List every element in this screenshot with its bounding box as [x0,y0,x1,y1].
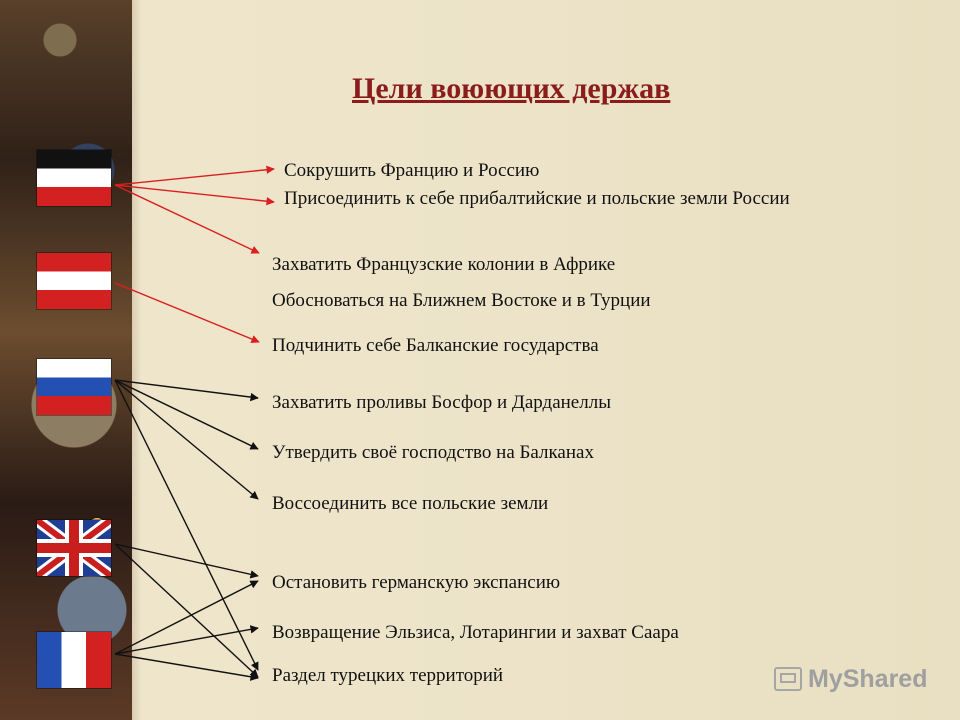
goal-text-crush-france-russia: Сокрушить Францию и Россию [284,160,540,181]
page-title: Цели воюющих держав [352,72,671,105]
germany-to-crush-france-russia-arrow [115,169,274,185]
france-to-alsace-lorraine-saar-arrow [115,628,258,654]
goal-text-polish-reunification: Воссоединить все польские земли [272,493,549,514]
germany-to-african-colonies-arrow [115,185,259,253]
branding-watermark [774,665,934,695]
russia-to-bosphorus-arrow [115,380,258,398]
goal-text-balkan-dominance: Утвердить своё господство на Балканах [272,442,594,463]
uk-to-stop-german-expansion-arrow [115,544,258,576]
goal-text-african-colonies: Захватить Французские колонии в Африке [272,254,616,275]
goal-text-alsace-lorraine-saar: Возвращение Эльзиса, Лотарингии и захват Саара [272,622,679,643]
presentation-icon [774,667,802,691]
austria-to-balkan-states-arrow [115,283,259,342]
brand-label: MyShared [808,665,928,693]
goal-text-bosphorus-dardanelles: Захватить проливы Босфор и Дарданеллы [272,392,611,413]
germany-to-baltic-polish-lands-arrow [115,185,274,202]
russia-to-turkish-territories-arrow [115,380,258,670]
russia-to-polish-reunification-arrow [115,380,258,499]
goal-text-middle-east-turkey: Обосноваться на Ближнем Востоке и в Турции [272,290,651,311]
france-to-stop-german-expansion-arrow [115,581,258,654]
goal-text-annex-baltic-polish-lands: Присоединить к себе прибалтийские и польские земли России [284,188,790,209]
goal-text-balkan-states: Подчинить себе Балканские государства [272,335,599,356]
goal-text-stop-german-expansion: Остановить германскую экспансию [272,572,561,593]
goal-text-turkish-territories: Раздел турецких территорий [272,665,504,686]
